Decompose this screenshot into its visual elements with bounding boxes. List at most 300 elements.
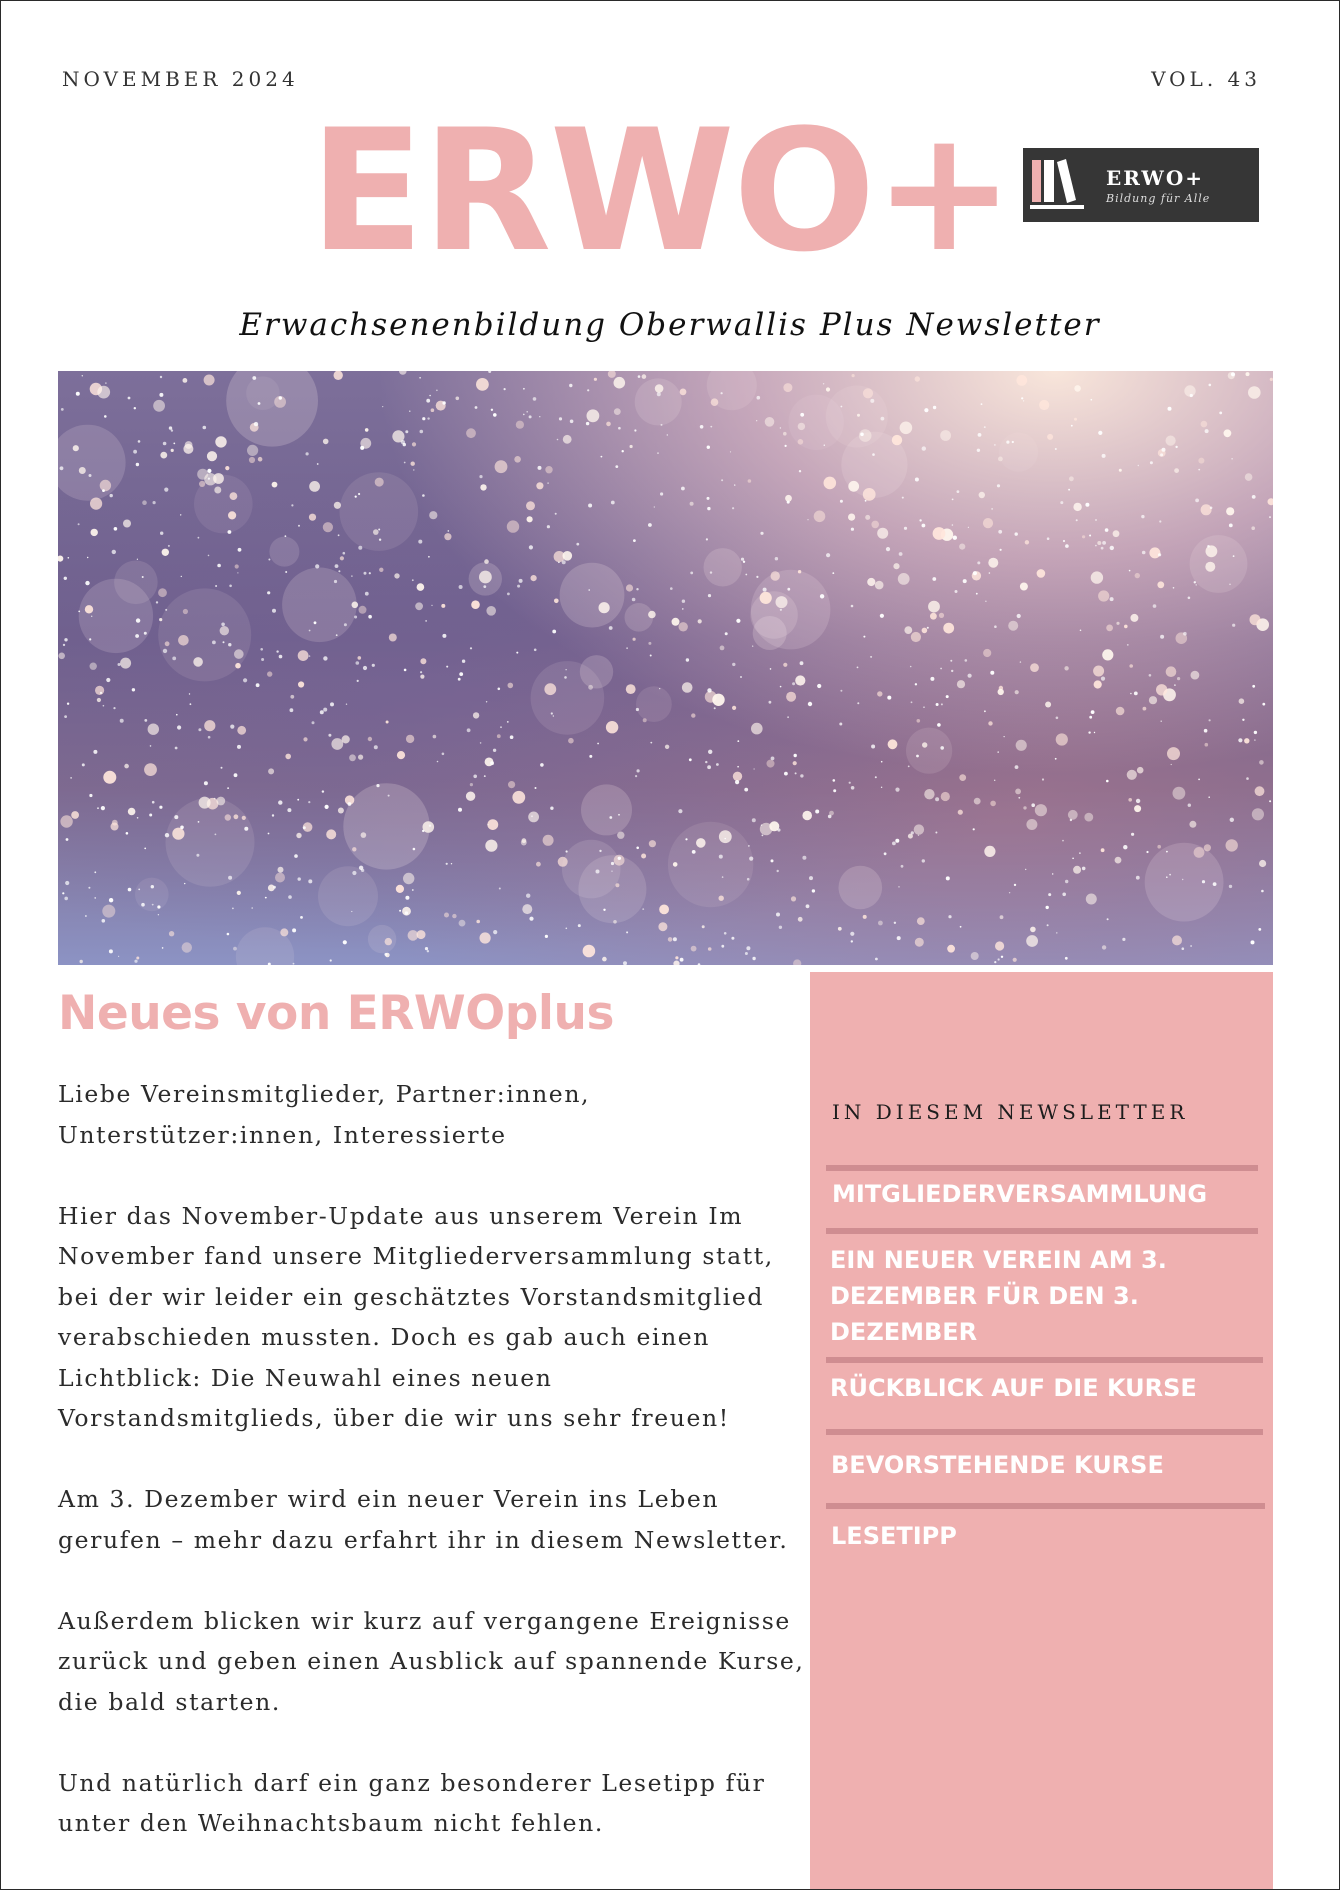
snow-speck <box>1166 876 1168 878</box>
snow-speck <box>915 478 919 482</box>
snow-speck <box>1205 429 1209 433</box>
snow-speck <box>1062 840 1064 842</box>
snow-flake <box>1205 743 1209 747</box>
snow-speck <box>254 422 258 426</box>
snow-speck <box>374 745 378 749</box>
snow-speck <box>1089 535 1091 537</box>
snow-speck <box>526 411 528 413</box>
snow-flake <box>708 947 712 951</box>
snow-speck <box>918 835 919 836</box>
snow-speck <box>578 924 581 927</box>
snow-flake <box>79 467 86 474</box>
snow-flake <box>911 632 921 642</box>
snow-speck <box>808 702 812 706</box>
snow-speck <box>1232 624 1235 627</box>
snow-speck <box>1085 503 1089 507</box>
snow-speck <box>968 527 969 528</box>
snow-speck <box>1076 519 1078 521</box>
snow-speck <box>360 446 364 450</box>
snow-speck <box>1166 851 1168 853</box>
snow-speck <box>61 408 64 411</box>
snow-speck <box>1204 729 1208 733</box>
snow-speck <box>343 940 347 944</box>
snow-speck <box>1138 465 1139 466</box>
snow-speck <box>849 782 851 784</box>
snow-speck <box>1182 947 1185 950</box>
snow-speck <box>1110 597 1114 601</box>
bokeh-blob <box>282 568 357 643</box>
toc-item-mitgliederversammlung[interactable]: MITGLIEDERVERSAMMLUNG <box>832 1180 1208 1208</box>
snow-speck <box>1136 876 1140 880</box>
snow-flake <box>234 814 239 819</box>
snow-speck <box>105 382 106 383</box>
snow-speck <box>1230 818 1234 822</box>
snow-flake <box>1167 747 1180 760</box>
snow-speck <box>323 708 327 712</box>
snow-speck <box>267 591 270 594</box>
snow-speck <box>994 780 995 781</box>
bokeh-blob <box>343 783 429 869</box>
snow-speck <box>426 399 430 403</box>
snow-flake <box>1056 733 1068 745</box>
snow-flake <box>615 883 619 887</box>
snow-speck <box>133 450 137 454</box>
snow-speck <box>576 543 579 546</box>
snow-flake <box>389 634 397 642</box>
snow-speck <box>204 781 208 785</box>
snow-speck <box>134 960 137 963</box>
toc-item-neuer-verein[interactable]: EIN NEUER VEREIN AM 3. DEZEMBER FÜR DEN 3. DEZEMBER <box>830 1246 1167 1346</box>
snow-speck <box>343 552 346 555</box>
snow-flake <box>373 529 379 535</box>
snow-flake <box>673 961 679 966</box>
snow-speck <box>833 789 836 792</box>
snow-speck <box>128 888 132 892</box>
snow-speck <box>881 787 882 788</box>
snow-speck <box>89 638 91 640</box>
snow-speck <box>1134 692 1138 696</box>
snow-speck <box>1183 632 1187 636</box>
snow-flake <box>207 451 217 461</box>
snow-flake <box>617 832 624 839</box>
snow-speck <box>721 945 724 948</box>
snow-speck <box>85 581 89 585</box>
snow-flake <box>1102 649 1113 660</box>
snow-speck <box>437 761 439 763</box>
snow-speck <box>660 492 663 495</box>
snow-speck <box>777 828 780 831</box>
snow-speck <box>840 690 842 692</box>
snow-speck <box>552 630 556 634</box>
snow-flake <box>893 563 899 569</box>
toc-item-rueckblick[interactable]: RÜCKBLICK AUF DIE KURSE <box>830 1374 1197 1402</box>
masthead-title: ERWO+ <box>309 93 1013 289</box>
paragraph-reading-tip: Und natürlich darf ein ganz besonderer Lesetipp für unter den Weihnachtsbaum nicht fehlen. <box>58 1768 766 1837</box>
snow-speck <box>622 450 624 452</box>
snow-speck <box>344 623 347 626</box>
snow-speck <box>67 703 69 705</box>
snow-speck <box>102 919 106 923</box>
snow-speck <box>1094 732 1095 733</box>
snow-speck <box>442 634 446 638</box>
snow-speck <box>141 903 145 907</box>
snow-flake <box>848 514 855 521</box>
snow-speck <box>404 669 407 672</box>
snow-flake <box>1137 767 1144 774</box>
snow-flake <box>215 436 226 447</box>
snow-speck <box>358 493 360 495</box>
snow-flake <box>838 927 842 931</box>
snow-flake <box>915 376 920 381</box>
snow-speck <box>142 576 144 578</box>
snow-speck <box>635 775 637 777</box>
snow-speck <box>279 655 283 659</box>
snow-speck <box>817 684 821 688</box>
snow-speck <box>880 614 884 618</box>
snow-flake <box>183 378 188 383</box>
snow-flake <box>476 378 489 391</box>
snow-flake <box>1074 385 1081 392</box>
snow-flake <box>444 533 451 540</box>
snow-speck <box>1088 731 1090 733</box>
toc-item-lesetipp[interactable]: LESETIPP <box>831 1522 957 1550</box>
snow-speck <box>470 647 472 649</box>
snow-speck <box>1198 779 1200 781</box>
snow-flake <box>802 811 812 821</box>
snow-speck <box>419 377 421 379</box>
snow-speck <box>1146 851 1148 853</box>
snow-flake <box>334 371 343 380</box>
snow-speck <box>760 532 763 535</box>
snow-speck <box>743 561 745 563</box>
snow-flake <box>554 599 559 604</box>
snow-speck <box>539 416 540 417</box>
snow-speck <box>212 641 216 645</box>
snow-speck <box>657 392 661 396</box>
snow-speck <box>1171 764 1172 765</box>
snow-speck <box>960 926 962 928</box>
snow-flake <box>594 378 597 381</box>
snow-flake <box>415 602 423 610</box>
snow-flake <box>394 573 399 578</box>
snow-speck <box>1246 777 1249 780</box>
snow-speck <box>1102 454 1106 458</box>
snow-speck <box>725 632 728 635</box>
snow-speck <box>935 797 939 801</box>
snow-speck <box>157 905 160 908</box>
snow-speck <box>682 608 684 610</box>
snow-speck <box>633 539 636 542</box>
snow-speck <box>908 766 910 768</box>
snow-speck <box>487 824 488 825</box>
newsletter-subtitle: Erwachsenenbildung Oberwallis Plus Newsletter <box>239 307 1101 343</box>
snow-flake <box>521 840 527 846</box>
snow-speck <box>378 529 380 531</box>
snow-flake <box>691 713 695 717</box>
bokeh-blob <box>1145 843 1224 922</box>
paragraph-update: Hier das November-Update aus unserem Verein Im November fand unsere Mitgliederversammlung statt, bei der wir leider ein geschätztes Vorstandsmitglied verabschieden mussten. Doch es gab auch einen Lichtblick: Die Neuwahl eines neuen Vorstandsmitglieds, über die wir uns sehr freuen! <box>58 1201 774 1432</box>
snow-flake <box>235 663 241 669</box>
snow-flake <box>485 840 497 852</box>
snow-speck <box>152 801 155 804</box>
snow-speck <box>875 776 877 778</box>
snow-speck <box>413 848 416 851</box>
snow-speck <box>1150 461 1153 464</box>
snow-speck <box>851 528 854 531</box>
snow-flake <box>545 466 552 473</box>
snow-flake <box>1189 821 1196 828</box>
snow-speck <box>1213 882 1217 886</box>
snow-flake <box>160 452 167 459</box>
snow-flake <box>479 571 492 584</box>
snow-speck <box>732 663 735 666</box>
snow-speck <box>1188 597 1191 600</box>
snow-flake <box>665 745 669 749</box>
snow-speck <box>1174 684 1176 686</box>
snow-speck <box>1018 797 1020 799</box>
snow-flake <box>1068 810 1078 820</box>
snow-speck <box>491 409 493 411</box>
snow-flake <box>487 819 498 830</box>
snow-speck <box>659 688 660 689</box>
snow-speck <box>346 704 347 705</box>
snow-speck <box>442 753 445 756</box>
snow-speck <box>706 538 708 540</box>
snow-flake <box>914 824 924 834</box>
snow-speck <box>950 660 952 662</box>
snow-speck <box>120 719 124 723</box>
snow-flake <box>1201 421 1208 428</box>
snow-speck <box>354 616 357 619</box>
snow-speck <box>1254 739 1255 740</box>
snow-speck <box>812 889 815 892</box>
snow-speck <box>815 810 819 814</box>
snow-speck <box>1175 446 1177 448</box>
snow-flake <box>1149 696 1157 704</box>
snow-speck <box>150 745 152 747</box>
snow-flake <box>214 487 221 494</box>
snow-flake <box>183 609 188 614</box>
snow-speck <box>357 680 359 682</box>
snow-flake <box>915 938 924 947</box>
snow-speck <box>422 417 425 420</box>
snow-flake <box>242 816 246 820</box>
snow-speck <box>1052 873 1053 874</box>
snow-speck <box>180 514 181 515</box>
snow-speck <box>1251 940 1255 944</box>
snow-speck <box>364 572 367 575</box>
snow-speck <box>330 702 334 706</box>
snow-speck <box>1153 604 1157 608</box>
snow-speck <box>458 808 462 812</box>
snow-flake <box>698 619 702 623</box>
snow-speck <box>523 388 525 390</box>
snow-speck <box>1195 499 1199 503</box>
snow-speck <box>64 897 68 901</box>
snow-speck <box>895 839 899 843</box>
snow-flake <box>1084 813 1093 822</box>
snow-speck <box>752 818 756 822</box>
snow-speck <box>126 832 129 835</box>
snow-flake <box>587 409 600 422</box>
snow-speck <box>707 497 710 500</box>
snow-flake <box>358 755 363 760</box>
snow-speck <box>538 466 542 470</box>
snow-flake <box>958 810 963 815</box>
snow-speck <box>946 876 950 880</box>
snow-speck <box>221 767 223 769</box>
snow-speck <box>1091 710 1095 714</box>
snow-flake <box>1025 540 1029 544</box>
snow-speck <box>618 427 621 430</box>
snow-speck <box>775 557 778 560</box>
snow-flake <box>420 675 424 679</box>
snow-speck <box>761 825 762 826</box>
snow-flake <box>648 611 656 619</box>
logo-tagline: Bildung für Alle <box>1106 191 1211 205</box>
snow-speck <box>901 865 904 868</box>
snow-speck <box>1031 803 1035 807</box>
snow-speck <box>1252 685 1255 688</box>
snow-speck <box>1123 845 1127 849</box>
snow-speck <box>1219 412 1222 415</box>
snow-speck <box>237 572 238 573</box>
snow-speck <box>1042 778 1044 780</box>
snow-flake <box>60 815 72 827</box>
snow-speck <box>355 496 357 498</box>
snow-speck <box>787 588 790 591</box>
snow-flake <box>602 957 607 962</box>
snow-speck <box>278 800 282 804</box>
snow-speck <box>135 634 139 638</box>
snow-speck <box>897 936 901 940</box>
snow-flake <box>642 374 647 379</box>
snow-flake <box>1026 819 1037 830</box>
snow-speck <box>609 626 613 630</box>
snow-speck <box>1127 644 1129 646</box>
snow-flake <box>1226 839 1238 851</box>
snow-speck <box>886 547 890 551</box>
snow-speck <box>1188 804 1191 807</box>
snow-flake <box>1248 386 1261 399</box>
snow-speck <box>626 647 628 649</box>
snow-speck <box>114 527 118 531</box>
snow-speck <box>169 426 172 429</box>
snow-flake <box>613 920 617 924</box>
snow-speck <box>104 415 107 418</box>
snow-speck <box>601 456 603 458</box>
snow-speck <box>230 725 234 729</box>
snow-speck <box>229 585 232 588</box>
snow-speck <box>198 821 200 823</box>
bokeh-blob <box>1190 535 1248 593</box>
snow-speck <box>784 772 788 776</box>
snow-flake <box>1116 707 1125 716</box>
snow-speck <box>916 755 919 758</box>
snow-flake <box>123 520 131 528</box>
snow-speck <box>1070 819 1072 821</box>
snow-speck <box>872 453 875 456</box>
snow-flake <box>144 763 157 776</box>
snow-speck <box>690 572 693 575</box>
snow-speck <box>82 375 83 376</box>
snow-flake <box>783 663 787 667</box>
snow-speck <box>1141 515 1144 518</box>
bokeh-blob <box>839 866 883 910</box>
snow-speck <box>1072 858 1074 860</box>
snow-speck <box>860 433 864 437</box>
snow-flake <box>352 847 356 851</box>
snow-speck <box>348 802 352 806</box>
snow-speck <box>312 721 315 724</box>
snow-speck <box>428 556 430 558</box>
snow-speck <box>175 747 178 750</box>
toc-item-bevorstehende-kurse[interactable]: BEVORSTEHENDE KURSE <box>831 1451 1164 1479</box>
snow-speck <box>291 504 293 506</box>
snow-speck <box>158 914 159 915</box>
snow-speck <box>634 429 636 431</box>
snow-speck <box>1159 520 1161 522</box>
bokeh-blob <box>578 855 646 923</box>
bokeh-blob <box>560 563 625 628</box>
snow-speck <box>136 618 140 622</box>
snow-flake <box>765 417 775 427</box>
snow-speck <box>244 827 248 831</box>
snow-flake <box>1091 571 1103 583</box>
snow-speck <box>927 627 929 629</box>
snow-speck <box>800 413 804 417</box>
snow-speck <box>523 414 525 416</box>
snow-speck <box>336 634 338 636</box>
snow-speck <box>451 863 452 864</box>
snow-speck <box>534 649 537 652</box>
snow-speck <box>570 420 574 424</box>
snow-flake <box>959 544 965 550</box>
snow-speck <box>642 908 644 910</box>
snow-speck <box>611 871 612 872</box>
snow-flake <box>1030 663 1039 672</box>
snow-flake <box>296 833 301 838</box>
snow-speck <box>533 397 537 401</box>
snow-flake <box>267 671 272 676</box>
snow-flake <box>480 932 491 943</box>
snow-flake <box>643 718 647 722</box>
snow-speck <box>657 452 659 454</box>
snow-speck <box>65 881 69 885</box>
snow-speck <box>636 708 639 711</box>
snow-flake <box>668 937 673 942</box>
snow-flake <box>531 575 537 581</box>
bokeh-blob <box>668 822 753 907</box>
snow-speck <box>365 592 369 596</box>
snow-flake <box>342 735 350 743</box>
snow-speck <box>930 677 934 681</box>
snow-flake <box>1177 677 1180 680</box>
snow-speck <box>498 688 501 691</box>
snow-speck <box>780 609 782 611</box>
snow-speck <box>609 816 612 819</box>
snow-flake <box>516 421 524 429</box>
snow-flake <box>420 658 426 664</box>
snow-speck <box>650 742 652 744</box>
snow-flake <box>258 457 263 462</box>
snow-speck <box>892 842 896 846</box>
snow-flake <box>1047 434 1053 440</box>
snow-flake <box>193 657 203 667</box>
snow-speck <box>740 676 742 678</box>
snow-speck <box>268 833 270 835</box>
snow-speck <box>787 501 790 504</box>
